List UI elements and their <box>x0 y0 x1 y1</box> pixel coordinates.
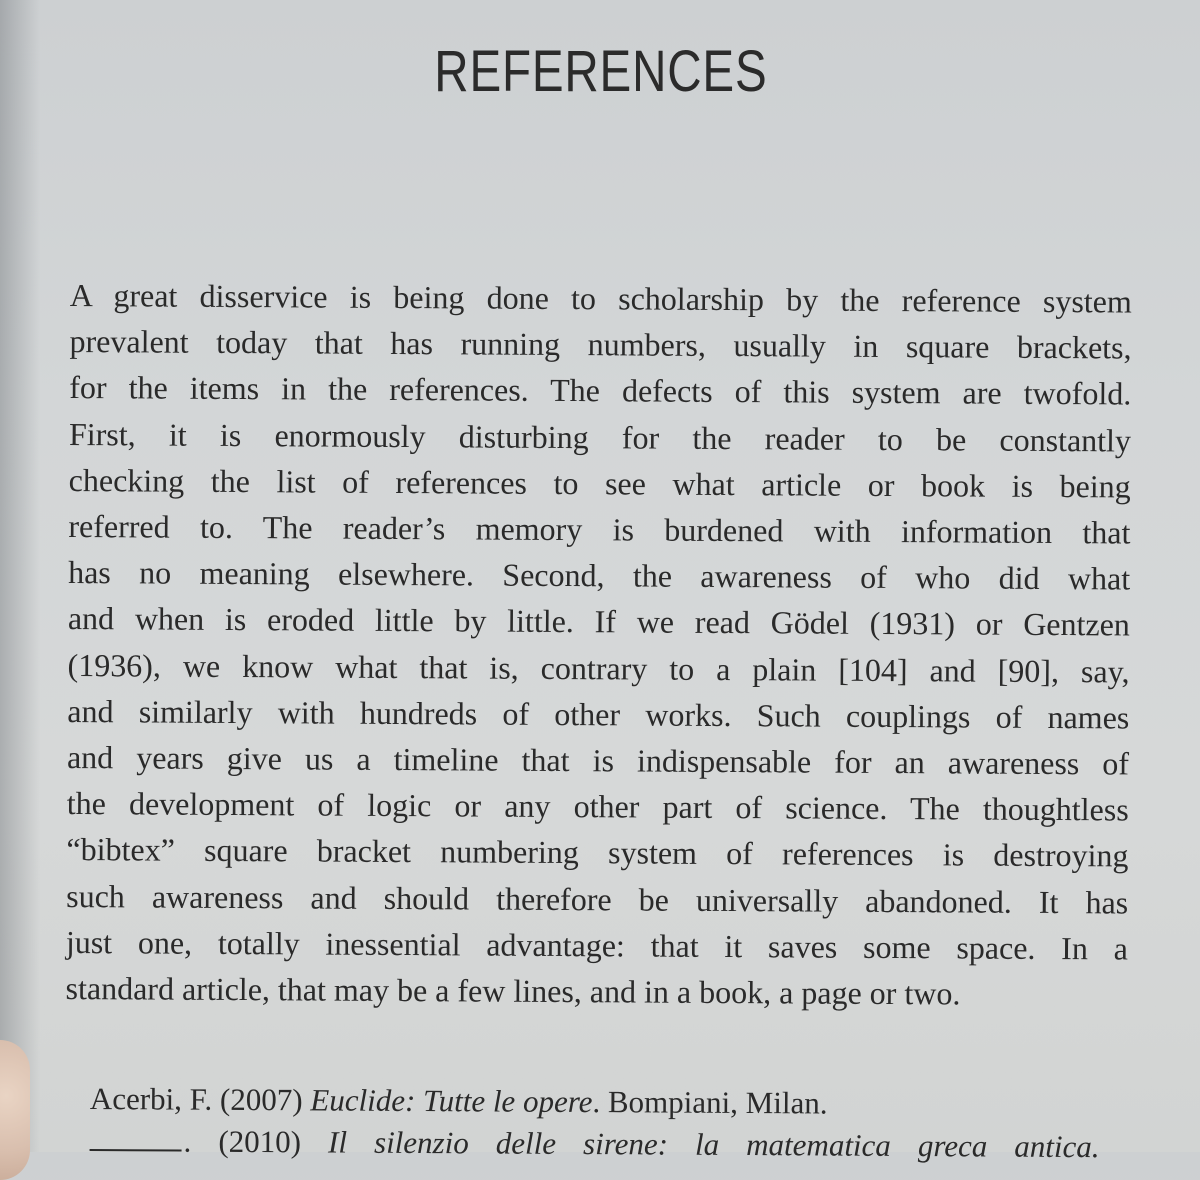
reference-list <box>89 1078 1099 1168</box>
paragraph-line: A great disservice is being done to scholarship by the reference system <box>69 276 1132 320</box>
page-gutter-shadow <box>0 0 40 1152</box>
paragraph-line: for the items in the references. The defects of this system are twofold. <box>69 369 1132 412</box>
paragraph-line: has no meaning elsewhere. Second, the awareness of who did what <box>68 554 1131 597</box>
paragraph-line: just one, totally inessential advantage: that it saves some space. In a <box>65 923 1128 967</box>
paragraph-line: checking the list of references to see what article or book is being <box>68 461 1131 505</box>
paragraph-line: “bibtex” square bracket numbering system of references is destroying <box>66 831 1129 874</box>
reference-entry <box>89 1120 1099 1168</box>
paragraph-line: and similarly with hundreds of other works. Such couplings of names <box>67 692 1130 736</box>
paragraph-line: the development of logic or any other part of science. The thoughtless <box>66 785 1129 828</box>
ditto-rule <box>90 1129 182 1152</box>
references-intro-paragraph <box>65 272 1131 1018</box>
reference-publisher: . Bompiani, Milan. <box>592 1084 828 1121</box>
reference-author: Acerbi, F. (2007) <box>89 1081 311 1118</box>
paragraph-line: (1936), we know what that is, contrary to a plain [104] and [90], say, <box>67 646 1130 690</box>
reference-author: . (2010) <box>183 1123 329 1160</box>
paragraph-line: referred to. The reader’s memory is burdened with information that <box>68 508 1131 551</box>
paragraph-line: prevalent today that has running numbers, usually in square brackets, <box>69 323 1132 366</box>
paragraph-line: standard article, that may be a few lines, and in a book, a page or two. <box>65 970 961 1012</box>
reference-title: Euclide: Tutte le opere <box>310 1082 593 1120</box>
paragraph-line: First, it is enormously disturbing for the reader to be constantly <box>68 415 1132 459</box>
finger-edge <box>0 1040 30 1180</box>
page-heading: REFERENCES <box>434 39 768 104</box>
paragraph-line: and when is eroded little by little. If we read Gödel (1931) or Gentzen <box>67 600 1130 643</box>
paragraph-line: such awareness and should therefore be universally abandoned. It has <box>66 877 1129 921</box>
paragraph-line: and years give us a timeline that is indispensable for an awareness of <box>66 739 1130 782</box>
reference-title: Il silenzio delle sirene: la matematica greca antica. <box>327 1124 1100 1165</box>
reference-entry <box>90 1078 1100 1126</box>
